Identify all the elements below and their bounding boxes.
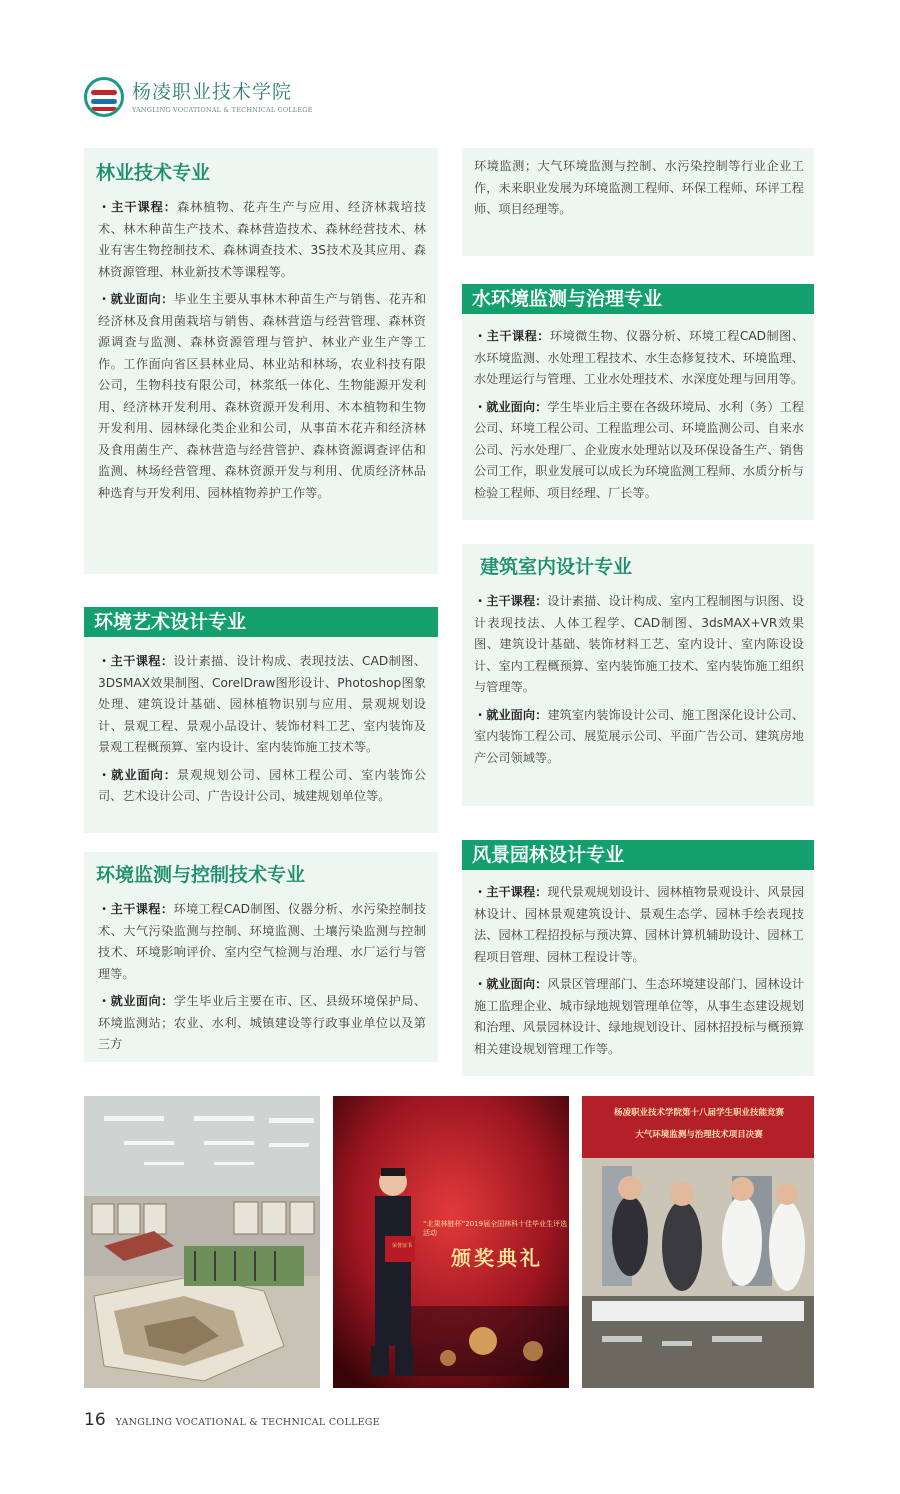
college-logo-icon: [84, 77, 124, 117]
jobs-text: 学生毕业后主要在各级环境局、水利（务）工程公司、环境工程公司、工程监理公司、环境监测公司、自来水公司、污水处理厂、企业废水处理站以及环保设备生产、销售公司工作，职业发展可以成长为环境监测工程师、水质分析与检验工程师、项目经理、厂长等。: [474, 399, 805, 500]
courses-label: 主干课程：: [110, 654, 174, 668]
courses-text: 环境微生物、仪器分析、环境工程CAD制图、水环境监测、水处理工程技术、水生态修复技术、环境监理、水处理运行与管理、工业水处理技术、水深度处理与回用等。: [474, 329, 805, 386]
ceremony-banner-subtitle: “北果林链杯”2019届全国林科十佳毕业生评选活动: [423, 1220, 568, 1237]
section-env-monitor-continued: [462, 148, 814, 256]
jobs-text: 学生毕业后主要在市、区、县级环境保护局、环境监测站；农业、水利、城镇建设等行政事业单位以及第三方: [98, 994, 427, 1051]
section-landscape: [462, 840, 814, 1076]
courses-label: 主干课程：: [486, 594, 548, 608]
jobs-label: 就业面向：: [111, 767, 177, 782]
courses-label: 主干课程：: [111, 200, 177, 214]
jobs-paragraph: ・就业面向：景观规划公司、园林工程公司、室内装饰公司、艺术设计公司、广告设计公司、城建规划单位等。: [98, 767, 427, 803]
jobs-paragraph: ・就业面向：毕业生主要从事林木种苗生产与销售、花卉和经济林及食用菌栽培与销售、森林营造与经营管理、森林资源调查与监测、森林资源管理与管护、林业产业生产等工作。工作面向省区县林业局、林业站和林场，农业科技有限公司，生物科技有限公司，林浆纸一体化、生物能源开发利用、经济林开发利用、森林资源开发利用、木本植物和生物开发利用、园林绿化类企业和公司，从事苗木花卉和经济林及食用菌生产、森林营造与经营管护、森林资源调查评估和监测、林场经营管理、森林资源开发与利用、优质经济林品种选育与开发利用、园林植物养护工作等。: [98, 292, 427, 500]
section-title: 建筑室内设计专业: [480, 556, 633, 578]
exhibition-hall-image: [84, 1096, 320, 1388]
courses-paragraph: ・主干课程：设计素描、设计构成、室内工程制图与识图、设计表现技法、人体工程学、CAD制图、3dsMAX+VR效果图、建筑设计基础、装饰材料工艺、室内设计、室内陈设设计、室内工程概预算、室内装饰施工技术、室内装饰施工组织与管理等。: [474, 594, 805, 694]
section-interior: [462, 544, 814, 806]
courses-text: 设计素描、设计构成、室内工程制图与识图、设计表现技法、人体工程学、CAD制图、3dsMAX+VR效果图、建筑设计基础、装饰材料工艺、室内设计、室内陈设设计、室内工程概预算、室内装饰施工技术、室内装饰施工组织与管理等。: [474, 594, 805, 694]
jobs-paragraph: ・就业面向：学生毕业后主要在各级环境局、水利（务）工程公司、环境工程公司、工程监理公司、环境监测公司、自来水公司、污水处理厂、企业废水处理站以及环保设备生产、销售公司工作，职业发展可以成长为环境监测工程师、水质分析与检验工程师、项目经理、厂长等。: [474, 399, 805, 500]
ceremony-banner-title: 颁奖典礼: [451, 1246, 543, 1270]
section-title-bar: 风景园林设计专业: [462, 840, 814, 870]
photo-exhibition-hall: [84, 1096, 320, 1388]
courses-text: 设计素描、设计构成、表现技法、CAD制图、3DSMAX效果制图、CorelDraw图形设计、Photoshop图象处理、建筑设计基础、园林植物识别与应用、景观规划设计、景观工程、景观小品设计、装饰材料工艺、室内装饰及景观工程概预算、室内设计、室内装饰施工技术等。: [98, 654, 427, 754]
courses-text: 环境工程CAD制图、仪器分析、水污染控制技术、大气污染监测与控制、环境监测、土壤污染监测与控制技术、环境影响评价、室内空气检测与治理、水厂运行与管理等。: [98, 902, 427, 981]
competition-banner-line1: 杨凌职业技术学院第十八届学生职业技能竞赛: [613, 1108, 784, 1118]
courses-text: 森林植物、花卉生产与应用、经济林栽培技术、林木种苗生产技术、森林营造技术、森林经营技术、林业有害生物控制技术、森林调查技术、3S技术及其应用、森林资源管理、林业新技术等课程等。: [98, 200, 427, 279]
school-name-en: YANGLING VOCATIONAL & TECHNICAL COLLEGE: [132, 105, 313, 114]
jobs-continued-text: 环境监测；大气环境监测与控制、水污染控制等行业企业工作，未来职业发展为环境监测工程师、环保工程师、环评工程师、项目经理等。: [474, 159, 804, 216]
footer-college-name: YANGLING VOCATIONAL & TECHNICAL COLLEGE: [115, 1417, 381, 1428]
section-env-art: [84, 607, 438, 833]
section-env-monitor: [84, 852, 438, 1062]
courses-label: 主干课程：: [110, 902, 174, 916]
section-water: [462, 284, 814, 520]
jobs-text: 景观规划公司、园林工程公司、室内装饰公司、艺术设计公司、广告设计公司、城建规划单位等。: [98, 767, 427, 803]
jobs-label: 就业面向：: [110, 292, 174, 306]
courses-paragraph: ・主干课程：森林植物、花卉生产与应用、经济林栽培技术、林木种苗生产技术、森林营造技术、森林经营技术、林业有害生物控制技术、森林调查技术、3S技术及其应用、森林资源管理、林业新技术等课程等。: [98, 200, 427, 279]
section-title-bar: 环境艺术设计专业: [84, 607, 438, 637]
jobs-label: 就业面向：: [486, 707, 548, 722]
jobs-text: 毕业生主要从事林木种苗生产与销售、花卉和经济林及食用菌栽培与销售、森林营造与经营管理、森林资源调查与监测、森林资源管理与管护、林业产业生产等工作。工作面向省区县林业局、林业站和林场，农业科技有限公司，生物科技有限公司，林浆纸一体化、生物能源开发利用、经济林开发利用、森林资源开发利用、木本植物和生物开发利用、园林绿化类企业和公司，从事苗木花卉和经济林及食用菌生产、森林营造与经营管护、森林资源调查评估和监测、林场经营管理、森林资源开发与利用、优质经济林品种选育与开发利用、园林植物养护工作等。: [98, 292, 427, 500]
courses-text: 现代景观规划设计、园林植物景观设计、风景园林设计、园林景观建筑设计、景观生态学、园林手绘表现技法、园林工程招投标与预决算、园林计算机辅助设计、园林工程项目管理、园林工程设计等。: [474, 885, 805, 964]
jobs-paragraph: ・就业面向：学生毕业后主要在市、区、县级环境保护局、环境监测站；农业、水利、城镇建设等行政事业单位以及第三方: [98, 994, 427, 1051]
jobs-label: 就业面向：: [486, 399, 548, 414]
page-number: 16: [84, 1410, 106, 1430]
jobs-paragraph: ・就业面向：风景区管理部门、生态环境建设部门、园林设计施工监理企业、城市绿地规划管理单位等，从事生态建设规划和治理、风景园林设计、绿地规划设计、园林招投标与概预算相关建设规划管理工作等。: [474, 977, 805, 1056]
page-footer: [84, 1410, 380, 1430]
courses-label: 主干课程：: [486, 885, 548, 899]
jobs-label: 就业面向：: [486, 977, 548, 991]
section-title: 林业技术专业: [96, 162, 211, 184]
courses-paragraph: ・主干课程：环境微生物、仪器分析、环境工程CAD制图、水环境监测、水处理工程技术、水生态修复技术、环境监理、水处理运行与管理、工业水处理技术、水深度处理与回用等。: [474, 329, 805, 386]
courses-paragraph: ・主干课程：现代景观规划设计、园林植物景观设计、风景园林设计、园林景观建筑设计、景观生态学、园林手绘表现技法、园林工程招投标与预决算、园林计算机辅助设计、园林工程项目管理、园林工程设计等。: [474, 885, 805, 964]
jobs-text: 风景区管理部门、生态环境建设部门、园林设计施工监理企业、城市绿地规划管理单位等，从事生态建设规划和治理、风景园林设计、绿地规划设计、园林招投标与概预算相关建设规划管理工作等。: [474, 977, 805, 1056]
school-name-cn: 杨凌职业技术学院: [132, 80, 293, 103]
competition-banner-line2: 大气环境监测与治理技术项目决赛: [635, 1130, 763, 1140]
photo-award-ceremony: [333, 1096, 569, 1388]
section-title: 环境监测与控制技术专业: [96, 864, 306, 886]
courses-paragraph: ・主干课程：环境工程CAD制图、仪器分析、水污染控制技术、大气污染监测与控制、环境监测、土壤污染监测与控制技术、环境影响评价、室内空气检测与治理、水厂运行与管理等。: [98, 902, 427, 981]
page-header: [84, 74, 313, 120]
jobs-text: 建筑室内装饰设计公司、施工图深化设计公司、室内装饰工程公司、展览展示公司、平面广告公司、建筑房地产公司领域等。: [474, 707, 805, 765]
section-forestry: [84, 148, 438, 574]
section-title-bar: 水环境监测与治理专业: [462, 284, 814, 314]
jobs-label: 就业面向：: [110, 994, 174, 1008]
courses-paragraph: ・主干课程：设计素描、设计构成、表现技法、CAD制图、3DSMAX效果制图、CorelDraw图形设计、Photoshop图象处理、建筑设计基础、园林植物识别与应用、景观规划设计、景观工程、景观小品设计、装饰材料工艺、室内装饰及景观工程概预算、室内设计、室内装饰施工技术等。: [98, 654, 427, 754]
courses-label: 主干课程：: [486, 329, 550, 343]
photo-skills-competition: [582, 1096, 814, 1388]
jobs-paragraph: ・就业面向：建筑室内装饰设计公司、施工图深化设计公司、室内装饰工程公司、展览展示公司、平面广告公司、建筑房地产公司领域等。: [474, 707, 805, 765]
certificate-label: 荣誉证书: [391, 1243, 412, 1249]
